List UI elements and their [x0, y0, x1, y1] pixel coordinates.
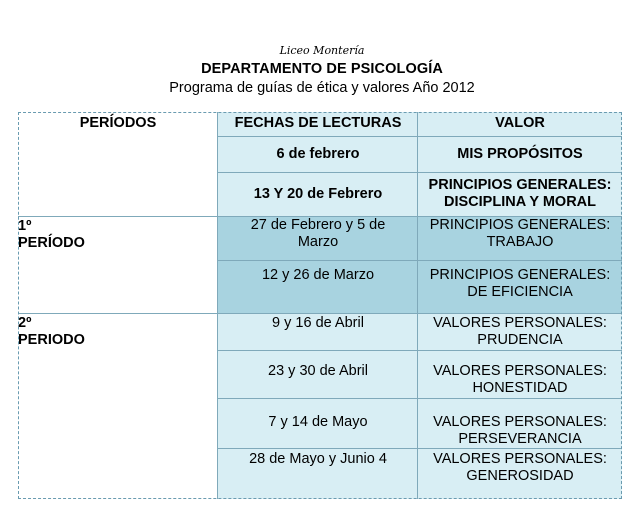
- period-empty-cell: [18, 136, 218, 216]
- p2-date-1: 9 y 16 de Abril: [218, 313, 418, 350]
- department-title: DEPARTAMENTO DE PSICOLOGÍA: [201, 61, 443, 77]
- p2-value-1: VALORES PERSONALES: PRUDENCIA: [418, 313, 622, 350]
- grid-line: [217, 112, 218, 499]
- intro-date-1: 6 de febrero: [218, 136, 418, 172]
- period-2-label: PERIODO: [18, 332, 85, 348]
- p2-value-3: VALORES PERSONALES: PERSEVERANCIA: [418, 398, 622, 448]
- p1-value-1: PRINCIPIOS GENERALES: TRABAJO: [418, 216, 622, 260]
- period-1-label: PERÍODO: [18, 235, 85, 251]
- grid-line: [218, 398, 622, 399]
- period-1-cell: [18, 216, 218, 313]
- p2-date-2: 23 y 30 de Abril: [218, 350, 418, 398]
- p1-value-2: PRINCIPIOS GENERALES: DE EFICIENCIA: [418, 260, 622, 313]
- schedule-table: [18, 112, 622, 499]
- grid-line: [218, 350, 622, 351]
- p2-value-4: VALORES PERSONALES: GENEROSIDAD: [418, 448, 622, 499]
- header-fechas: FECHAS DE LECTURAS: [218, 112, 418, 136]
- header-periodos: PERÍODOS: [18, 112, 218, 136]
- intro-value-1: MIS PROPÓSITOS: [418, 136, 622, 172]
- grid-line: [218, 136, 622, 137]
- period-2-number: 2º: [18, 315, 32, 331]
- header-valor: VALOR: [418, 112, 622, 136]
- period-1-number: 1º: [18, 218, 32, 234]
- program-subtitle: Programa de guías de ética y valores Año 2012: [169, 80, 475, 96]
- school-name: Liceo Montería: [279, 44, 365, 57]
- grid-line: [417, 112, 418, 499]
- intro-value-2: PRINCIPIOS GENERALES: DISCIPLINA Y MORAL: [418, 172, 622, 216]
- grid-line: [18, 313, 622, 314]
- grid-line: [218, 260, 622, 261]
- period-2-cell: [18, 313, 218, 499]
- p1-date-2: 12 y 26 de Marzo: [218, 260, 418, 313]
- grid-line: [218, 448, 622, 449]
- p1-date-1: 27 de Febrero y 5 de Marzo: [218, 216, 418, 260]
- p2-date-4: 28 de Mayo y Junio 4: [218, 448, 418, 499]
- grid-line: [18, 216, 622, 217]
- p2-value-2: VALORES PERSONALES: HONESTIDAD: [418, 350, 622, 398]
- intro-date-2: 13 Y 20 de Febrero: [218, 172, 418, 216]
- grid-line: [218, 172, 622, 173]
- p2-date-3: 7 y 14 de Mayo: [218, 398, 418, 448]
